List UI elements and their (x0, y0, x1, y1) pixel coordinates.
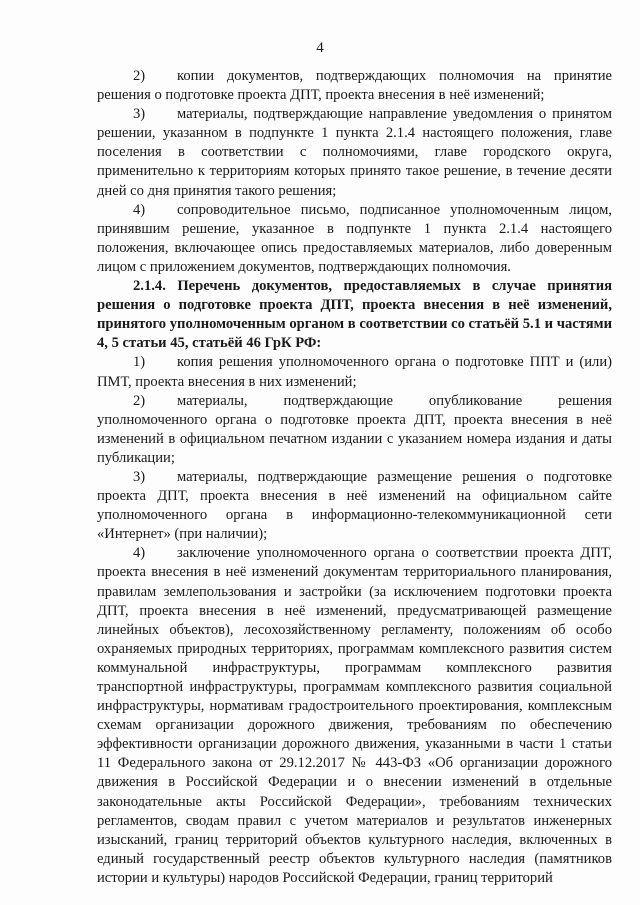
list-item-number: 2) (133, 392, 146, 409)
list-item-g2-2 (97, 392, 612, 468)
list-item-g1-3 (97, 105, 612, 200)
page-number: 4 (316, 40, 324, 56)
list-item-number: 3) (133, 468, 146, 485)
section-heading: 2.1.4. Перечень документов, предоставляемых в случае принятия решения о подготовке проекта ДПТ, проекта внесения в неё изменений, принятого уполномоченным органом в соответствии со статьёй 5.1 и частями 4, 5 статьи 45, статьёй 46 ГрК РФ: (97, 278, 612, 352)
list-item-number: 4) (133, 201, 146, 218)
list-item-number: 4) (133, 545, 146, 562)
list-item-number: 2) (133, 68, 146, 84)
list-item-text: копии документов, подтверждающих полномочия на принятие решения о подготовке проекта ДПТ, проекта внесения в неё изменений; (97, 68, 612, 104)
list-item-g2-3 (97, 468, 612, 544)
list-item-g1-4 (97, 201, 612, 277)
list-item-text: материалы, подтверждающие размещение решения о подготовке проекта ДПТ, проекта внесения в неё изменений на официальном сайте уполномоченного органа в информационно-телекоммуникационной сети «Интернет» (при наличии); (97, 468, 612, 543)
list-item-g2-4 (97, 544, 612, 888)
page-content (97, 67, 612, 888)
list-item-g1-2 (97, 67, 612, 105)
list-item-g2-1 (97, 353, 612, 391)
list-item-text: копия решения уполномоченного органа о подготовке ППТ и (или) ПМТ, проекта внесения в них изменений; (97, 354, 612, 390)
list-item-text: заключение уполномоченного органа о соответствии проекта ДПТ, проекта внесения в неё изменений документам территориального планирования, правилам землепользования и застройки (за исключением подготовки проекта ДПТ, проекта внесения в неё изменений, предусматривающей размещение линейных объектов), лесохозяйственному регламенту, положениям об особо охраняемых природных территориях, программам комплексного развития систем коммунальной инфраструктуры, программам комплексного развития транспортной инфраструктуры, программам комплексного развития социальной инфраструктуры, нормативам градостроительного проектирования, комплексным схемам организации дорожного движения, требованиям по обеспечению эффективности организации дорожного движения, указанными в части 1 статьи 11 Федерального закона от 29.12.2017 № 443-ФЗ «Об организации дорожного движения в Российской Федерации и о внесении изменений в отдельные законодательные акты Российской Федерации», требованиям технических регламентов, сводам правил с учетом материалов и результатов инженерных изысканий, границ территорий объектов культурного наследия, включенных в единый государственный реестр объектов культурного наследия (памятников истории и культуры) народов Российской Федерации, границ территорий (97, 545, 612, 886)
list-item-number: 3) (133, 106, 146, 123)
list-item-number: 1) (133, 354, 146, 371)
list-item-text: материалы, подтверждающие опубликование решения уполномоченного органа о подготовке проекта ДПТ, проекта внесения в неё изменений в официальном печатном издании с указанием номера издания и даты публикации; (97, 392, 612, 466)
list-item-text: материалы, подтверждающие направление уведомления о принятом решении, указанном в подпункте 1 пункта 2.1.4 настоящего положения, главе поселения в соответствии с полномочиями, главе городского округа, применительно к территориям которых принято такое решение, в течение десяти дней со дня принятия такого решения; (97, 106, 612, 199)
list-item-text: сопроводительное письмо, подписанное уполномоченным лицом, принявшим решение, указанное в подпункте 1 пункта 2.1.4 настоящего положения, включающее опись предоставляемых материалов, либо доверенным лицом с приложением документов, подтверждающих полномочия. (97, 201, 612, 275)
